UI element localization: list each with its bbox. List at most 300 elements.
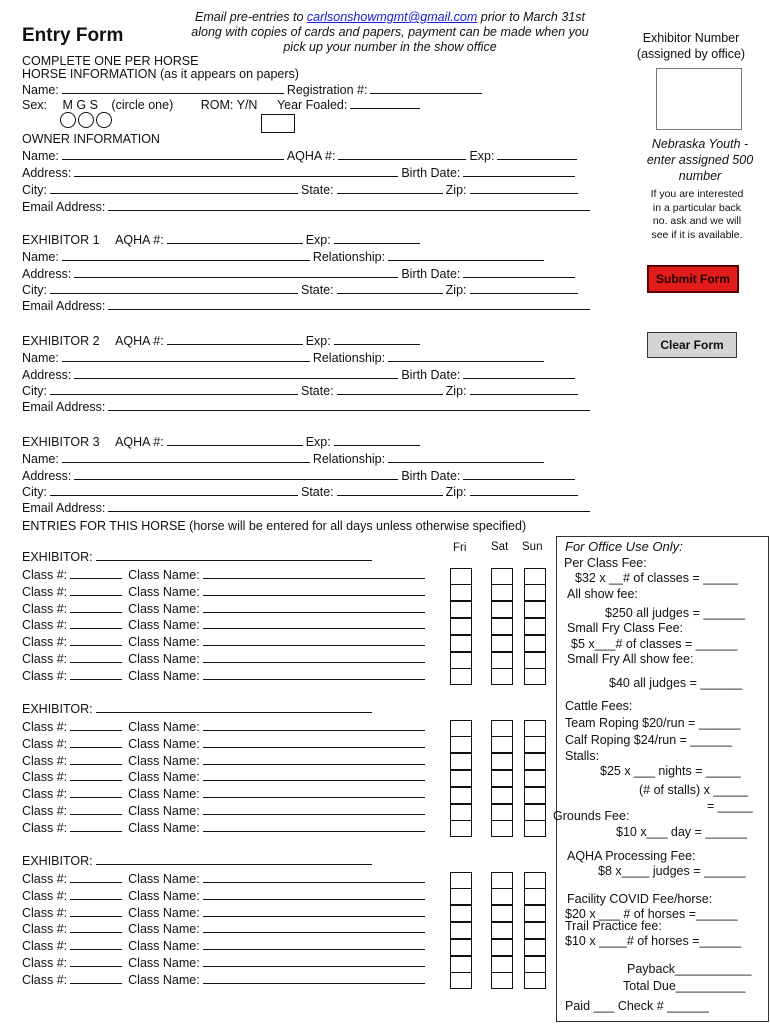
sun-checkbox[interactable] [524,787,546,804]
class-num-field[interactable] [70,955,122,967]
exhibitor-exp-field[interactable] [334,434,420,446]
sun-checkbox[interactable] [524,770,546,787]
owner-zip-label: Zip: [445,183,467,197]
owner-birth-field[interactable] [463,165,575,177]
class-row [22,769,428,785]
sun-checkbox[interactable] [524,939,546,956]
sun-checkbox[interactable] [524,668,546,685]
notice-line2: along with copies of cards and papers, payment can be made when you [191,25,589,39]
assigned-by-office: (assigned by office) [636,47,746,61]
class-num-label: Class #: [22,720,68,734]
exhibitor-exp-field[interactable] [334,232,420,244]
class-num-field[interactable] [70,769,122,781]
fri-checkbox[interactable] [450,922,472,939]
class-name-label: Class Name: [128,820,200,835]
exhibitor-row [22,383,581,399]
sat-checkbox[interactable] [491,770,513,787]
exhibitor-address-field[interactable] [74,468,398,480]
exhibitor-city-label: City: [22,283,47,297]
class-row [22,651,428,667]
exhibitor-relationship-field[interactable] [388,350,544,362]
class-num-field[interactable] [70,753,122,765]
class-name-field[interactable] [203,567,425,579]
class-num-label: Class #: [22,736,68,751]
fri-checkbox[interactable] [450,939,472,956]
class-num-field[interactable] [70,584,122,596]
covid-fee: Facility COVID Fee/horse: [567,892,713,906]
exhibitor-number-field[interactable] [656,68,742,130]
sun-checkbox[interactable] [524,888,546,905]
sex-s-radio[interactable] [96,112,112,128]
class-name-field[interactable] [203,972,425,984]
class-row [22,972,428,988]
fri-checkbox[interactable] [450,601,472,618]
class-num-label: Class #: [22,652,68,666]
class-name-field[interactable] [203,617,425,629]
class-num-field[interactable] [70,938,122,950]
class-name-field[interactable] [203,871,425,883]
exhibitor-birth-field[interactable] [463,266,575,278]
exhibitor-name-field[interactable] [62,249,310,261]
submit-form-button[interactable]: Submit Form [647,265,739,293]
exhibitor-exp-label: Exp: [305,435,331,449]
sat-checkbox[interactable] [491,888,513,905]
owner-email-row [22,199,593,215]
exhibitor-aqha-field[interactable] [167,232,303,244]
exhibitor-zip-field[interactable] [470,282,578,294]
class-name-field[interactable] [203,719,425,731]
class-name-field[interactable] [203,905,425,917]
trail-fee: Trail Practice fee: [565,919,662,933]
owner-state-field[interactable] [337,182,443,194]
class-num-label: Class #: [22,804,68,818]
office-use-box [553,536,769,1022]
class-row [22,786,428,802]
class-row [22,584,428,600]
sun-checkbox[interactable] [524,922,546,939]
sex-g-radio[interactable] [78,112,94,128]
exhibitor-aqha-field[interactable] [167,434,303,446]
class-name-field[interactable] [203,955,425,967]
sat-checkbox[interactable] [491,584,513,601]
exhibitor-address-label: Address: [22,469,72,483]
owner-city-field[interactable] [50,182,298,194]
day-fri: Fri [453,542,467,554]
exhibitor-address-field[interactable] [74,367,398,379]
sun-checkbox[interactable] [524,618,546,635]
fri-checkbox[interactable] [450,618,472,635]
owner-zip-field[interactable] [470,182,578,194]
exhibitor-email-field[interactable] [108,399,590,411]
exhibitor-zip-label: Zip: [445,283,467,297]
backno-line1: If you are interested [650,188,744,200]
class-name-field[interactable] [203,888,425,900]
class-num-field[interactable] [70,921,122,933]
rom-label: ROM: Y/N [200,98,258,112]
paid-check: Paid ___ Check # ______ [565,999,709,1013]
class-name-label: Class Name: [128,956,200,970]
entry-exhibitor-field[interactable] [96,549,372,561]
exhibitor-relationship-field[interactable] [388,451,544,463]
exhibitor-row [22,282,581,298]
exhibitor-row [22,500,593,516]
exhibitor-state-label: State: [301,283,334,297]
sun-checkbox[interactable] [524,652,546,669]
rom-field[interactable] [261,114,295,133]
email-notice [170,10,610,55]
owner-email-label: Email Address: [22,200,106,214]
exhibitor-state-field[interactable] [337,383,443,395]
sat-checkbox[interactable] [491,905,513,922]
exhibitor-birth-label: Birth Date: [401,469,461,483]
owner-aqha-field[interactable] [338,148,466,160]
exhibitor-email-field[interactable] [108,500,590,512]
exhibitor-state-field[interactable] [337,484,443,496]
nebraska-line2: enter assigned 500 [646,153,754,167]
class-row [22,719,428,735]
class-row [22,955,428,971]
class-num-label: Class #: [22,753,68,768]
sat-checkbox[interactable] [491,804,513,821]
back-number-note [640,188,754,242]
class-row [22,567,428,583]
owner-city-row [22,182,581,198]
class-name-label: Class Name: [128,720,200,734]
exhibitor-zip-label: Zip: [445,485,467,499]
class-name-label: Class Name: [128,568,200,582]
year-foaled-label: Year Foaled: [276,98,348,112]
class-num-field[interactable] [70,634,122,646]
nebraska-line1: Nebraska Youth - [651,137,749,151]
class-num-field[interactable] [70,617,122,629]
class-num-label: Class #: [22,601,68,616]
class-name-label: Class Name: [128,872,200,886]
class-name-label: Class Name: [128,601,200,616]
class-name-field[interactable] [203,803,425,815]
complete-one-per-horse: COMPLETE ONE PER HORSE [22,54,199,68]
sun-checkbox[interactable] [524,720,546,737]
small-fry-calc: $5 x___# of classes = ______ [571,637,738,651]
horse-name-field[interactable] [62,82,284,94]
fri-checkbox[interactable] [450,820,472,837]
class-num-label: Class #: [22,770,68,785]
fri-checkbox[interactable] [450,635,472,652]
sat-checkbox[interactable] [491,787,513,804]
exhibitor-heading: EXHIBITOR 3 [22,435,100,449]
class-num-label: Class #: [22,872,68,886]
sat-checkbox[interactable] [491,618,513,635]
class-name-field[interactable] [203,634,425,646]
class-num-field[interactable] [70,786,122,798]
exhibitor-number-label [618,30,764,62]
class-num-field[interactable] [70,736,122,748]
exhibitor-zip-label: Zip: [445,384,467,398]
owner-email-field[interactable] [108,199,590,211]
cattle-fees: Cattle Fees: [565,699,633,713]
class-num-label: Class #: [22,668,68,683]
exhibitor-city-field[interactable] [50,383,298,395]
class-num-field[interactable] [70,601,122,613]
sat-checkbox[interactable] [491,922,513,939]
class-name-field[interactable] [203,651,425,663]
class-name-field[interactable] [203,820,425,832]
sun-checkbox[interactable] [524,972,546,989]
sat-checkbox[interactable] [491,956,513,973]
day-sat: Sat [491,541,509,553]
fri-checkbox[interactable] [450,872,472,889]
exhibitor-exp-label: Exp: [305,334,331,348]
fri-checkbox[interactable] [450,972,472,989]
fri-checkbox[interactable] [450,584,472,601]
owner-address-field[interactable] [74,165,398,177]
sat-checkbox[interactable] [491,736,513,753]
owner-aqha-label: AQHA #: [286,149,336,163]
sun-checkbox[interactable] [524,820,546,837]
exhibitor-relationship-label: Relationship: [312,250,386,264]
sun-checkbox[interactable] [524,584,546,601]
sun-checkbox[interactable] [524,635,546,652]
exhibitor-state-field[interactable] [337,282,443,294]
class-name-label: Class Name: [128,652,200,666]
fri-checkbox[interactable] [450,652,472,669]
class-num-field[interactable] [70,719,122,731]
exhibitor-address-label: Address: [22,267,72,281]
exhibitor-row [22,333,423,349]
sat-checkbox[interactable] [491,820,513,837]
notice-prefix: Email pre-entries to [195,10,304,24]
sat-checkbox[interactable] [491,568,513,585]
exhibitor-name-field[interactable] [62,350,310,362]
class-num-field[interactable] [70,972,122,984]
entry-exhibitor-row [22,853,375,869]
exhibitor-city-field[interactable] [50,282,298,294]
exhibitor-relationship-field[interactable] [388,249,544,261]
exhibitor-aqha-label: AQHA #: [115,334,164,348]
owner-exp-label: Exp: [469,149,495,163]
exhibitor-aqha-field[interactable] [167,333,303,345]
sun-checkbox[interactable] [524,956,546,973]
owner-name-row [22,148,580,164]
payback: Payback___________ [627,962,752,976]
email-link[interactable]: carlsonshowmgmt@gmail.com [306,10,478,24]
sex-options: M G S [62,98,98,112]
fri-checkbox[interactable] [450,804,472,821]
exhibitor-city-label: City: [22,384,47,398]
sex-m-radio[interactable] [60,112,76,128]
class-name-field[interactable] [203,736,425,748]
sex-label: Sex: [22,98,48,112]
class-row [22,888,428,904]
class-num-field[interactable] [70,567,122,579]
class-name-label: Class Name: [128,939,200,954]
class-name-field[interactable] [203,753,425,765]
exhibitor-row [22,232,423,248]
small-fry-judges: $40 all judges = ______ [609,676,743,690]
class-name-field[interactable] [203,769,425,781]
exhibitor-city-field[interactable] [50,484,298,496]
exhibitor-email-label: Email Address: [22,400,106,414]
fri-checkbox[interactable] [450,956,472,973]
sat-checkbox[interactable] [491,939,513,956]
sun-checkbox[interactable] [524,905,546,922]
small-fry-class: Small Fry Class Fee: [567,621,683,635]
class-name-field[interactable] [203,786,425,798]
team-roping: Team Roping $20/run = ______ [565,716,741,730]
exhibitor-heading: EXHIBITOR 1 [22,233,100,247]
exhibitor-row [22,399,593,415]
class-num-label: Class #: [22,939,68,954]
entry-exhibitor-label: EXHIBITOR: [22,550,93,564]
class-row [22,820,428,836]
class-num-label: Class #: [22,888,68,903]
class-num-field[interactable] [70,803,122,815]
exhibitor-name-label: Name: [22,452,59,466]
class-num-label: Class #: [22,956,68,970]
owner-name-label: Name: [22,149,59,163]
fri-checkbox[interactable] [450,668,472,685]
class-num-label: Class #: [22,922,68,937]
class-name-label: Class Name: [128,787,200,802]
stalls-equals: = _____ [707,799,753,813]
horse-sex-row [22,97,423,113]
exhibitor-state-label: State: [301,384,334,398]
sun-checkbox[interactable] [524,804,546,821]
class-row [22,905,428,921]
class-num-label: Class #: [22,584,68,599]
sun-checkbox[interactable] [524,568,546,585]
class-name-field[interactable] [203,584,425,596]
exhibitor-city-label: City: [22,485,47,499]
class-name-label: Class Name: [128,888,200,903]
fri-checkbox[interactable] [450,753,472,770]
all-show-fee: All show fee: [567,587,638,601]
class-num-field[interactable] [70,668,122,680]
fri-checkbox[interactable] [450,736,472,753]
grounds-fee: Grounds Fee: [553,809,630,823]
class-num-label: Class #: [22,972,68,987]
class-row [22,938,428,954]
fri-checkbox[interactable] [450,888,472,905]
exhibitor-birth-label: Birth Date: [401,368,461,382]
owner-address-row [22,165,578,181]
entry-exhibitor-row [22,701,375,717]
year-foaled-field[interactable] [350,97,420,109]
sun-checkbox[interactable] [524,601,546,618]
sat-checkbox[interactable] [491,753,513,770]
fri-checkbox[interactable] [450,770,472,787]
calf-roping: Calf Roping $24/run = ______ [565,733,733,747]
entry-exhibitor-field[interactable] [96,853,372,865]
class-name-label: Class Name: [128,753,200,768]
class-name-label: Class Name: [128,736,200,751]
fri-checkbox[interactable] [450,787,472,804]
exhibitor-row [22,484,581,500]
class-num-field[interactable] [70,651,122,663]
office-heading: For Office Use Only: [565,539,683,554]
entry-exhibitor-label: EXHIBITOR: [22,854,93,868]
class-row [22,871,428,887]
class-num-label: Class #: [22,635,68,650]
horse-name-label: Name: [22,83,59,97]
sun-checkbox[interactable] [524,872,546,889]
owner-exp-field[interactable] [497,148,577,160]
exhibitor-exp-field[interactable] [334,333,420,345]
exhibitor-birth-label: Birth Date: [401,267,461,281]
exhibitor-address-field[interactable] [74,266,398,278]
horse-name-row [22,82,485,98]
class-name-label: Class Name: [128,770,200,785]
sat-checkbox[interactable] [491,972,513,989]
sat-checkbox[interactable] [491,635,513,652]
owner-state-label: State: [301,183,334,197]
class-name-field[interactable] [203,601,425,613]
class-name-label: Class Name: [128,635,200,650]
exhibitor-name-field[interactable] [62,451,310,463]
clear-form-button[interactable]: Clear Form [647,332,737,358]
sat-checkbox[interactable] [491,720,513,737]
sat-checkbox[interactable] [491,668,513,685]
class-num-field[interactable] [70,888,122,900]
aqha-calc: $8 x____ judges = ______ [598,864,746,878]
entry-exhibitor-field[interactable] [96,701,372,713]
class-name-label: Class Name: [128,922,200,937]
class-name-field[interactable] [203,938,425,950]
exhibitor-email-label: Email Address: [22,299,106,313]
form-title: Entry Form [22,25,124,46]
fri-checkbox[interactable] [450,720,472,737]
exhibitor-relationship-label: Relationship: [312,452,386,466]
exhibitor-name-label: Name: [22,250,59,264]
aqha-processing: AQHA Processing Fee: [567,849,696,863]
exhibitor-exp-label: Exp: [305,233,331,247]
exhibitor-zip-field[interactable] [470,484,578,496]
class-num-field[interactable] [70,871,122,883]
sun-checkbox[interactable] [524,753,546,770]
exhibitor-email-field[interactable] [108,298,590,310]
exhibitor-number-title: Exhibitor Number [642,31,740,45]
class-row [22,921,428,937]
grounds-calc: $10 x___ day = ______ [616,825,748,839]
sun-checkbox[interactable] [524,736,546,753]
sat-checkbox[interactable] [491,601,513,618]
class-num-field[interactable] [70,905,122,917]
exhibitor-row [22,468,578,484]
registration-label: Registration #: [286,83,368,97]
exhibitor-birth-field[interactable] [463,367,575,379]
exhibitor-address-label: Address: [22,368,72,382]
class-name-field[interactable] [203,668,425,680]
nebraska-line3: number [678,169,722,183]
class-name-label: Class Name: [128,584,200,599]
backno-line4: see if it is available. [651,228,743,241]
exhibitor-zip-field[interactable] [470,383,578,395]
owner-name-field[interactable] [62,148,284,160]
class-row [22,634,428,650]
fri-checkbox[interactable] [450,568,472,585]
entry-exhibitor-row [22,549,375,565]
exhibitor-name-label: Name: [22,351,59,365]
registration-field[interactable] [370,82,482,94]
trail-calc: $10 x ____# of horses =______ [565,934,742,948]
sat-checkbox[interactable] [491,652,513,669]
exhibitor-birth-field[interactable] [463,468,575,480]
class-name-field[interactable] [203,921,425,933]
class-num-field[interactable] [70,820,122,832]
sat-checkbox[interactable] [491,872,513,889]
fri-checkbox[interactable] [450,905,472,922]
class-row [22,668,428,684]
class-name-label: Class Name: [128,972,200,987]
